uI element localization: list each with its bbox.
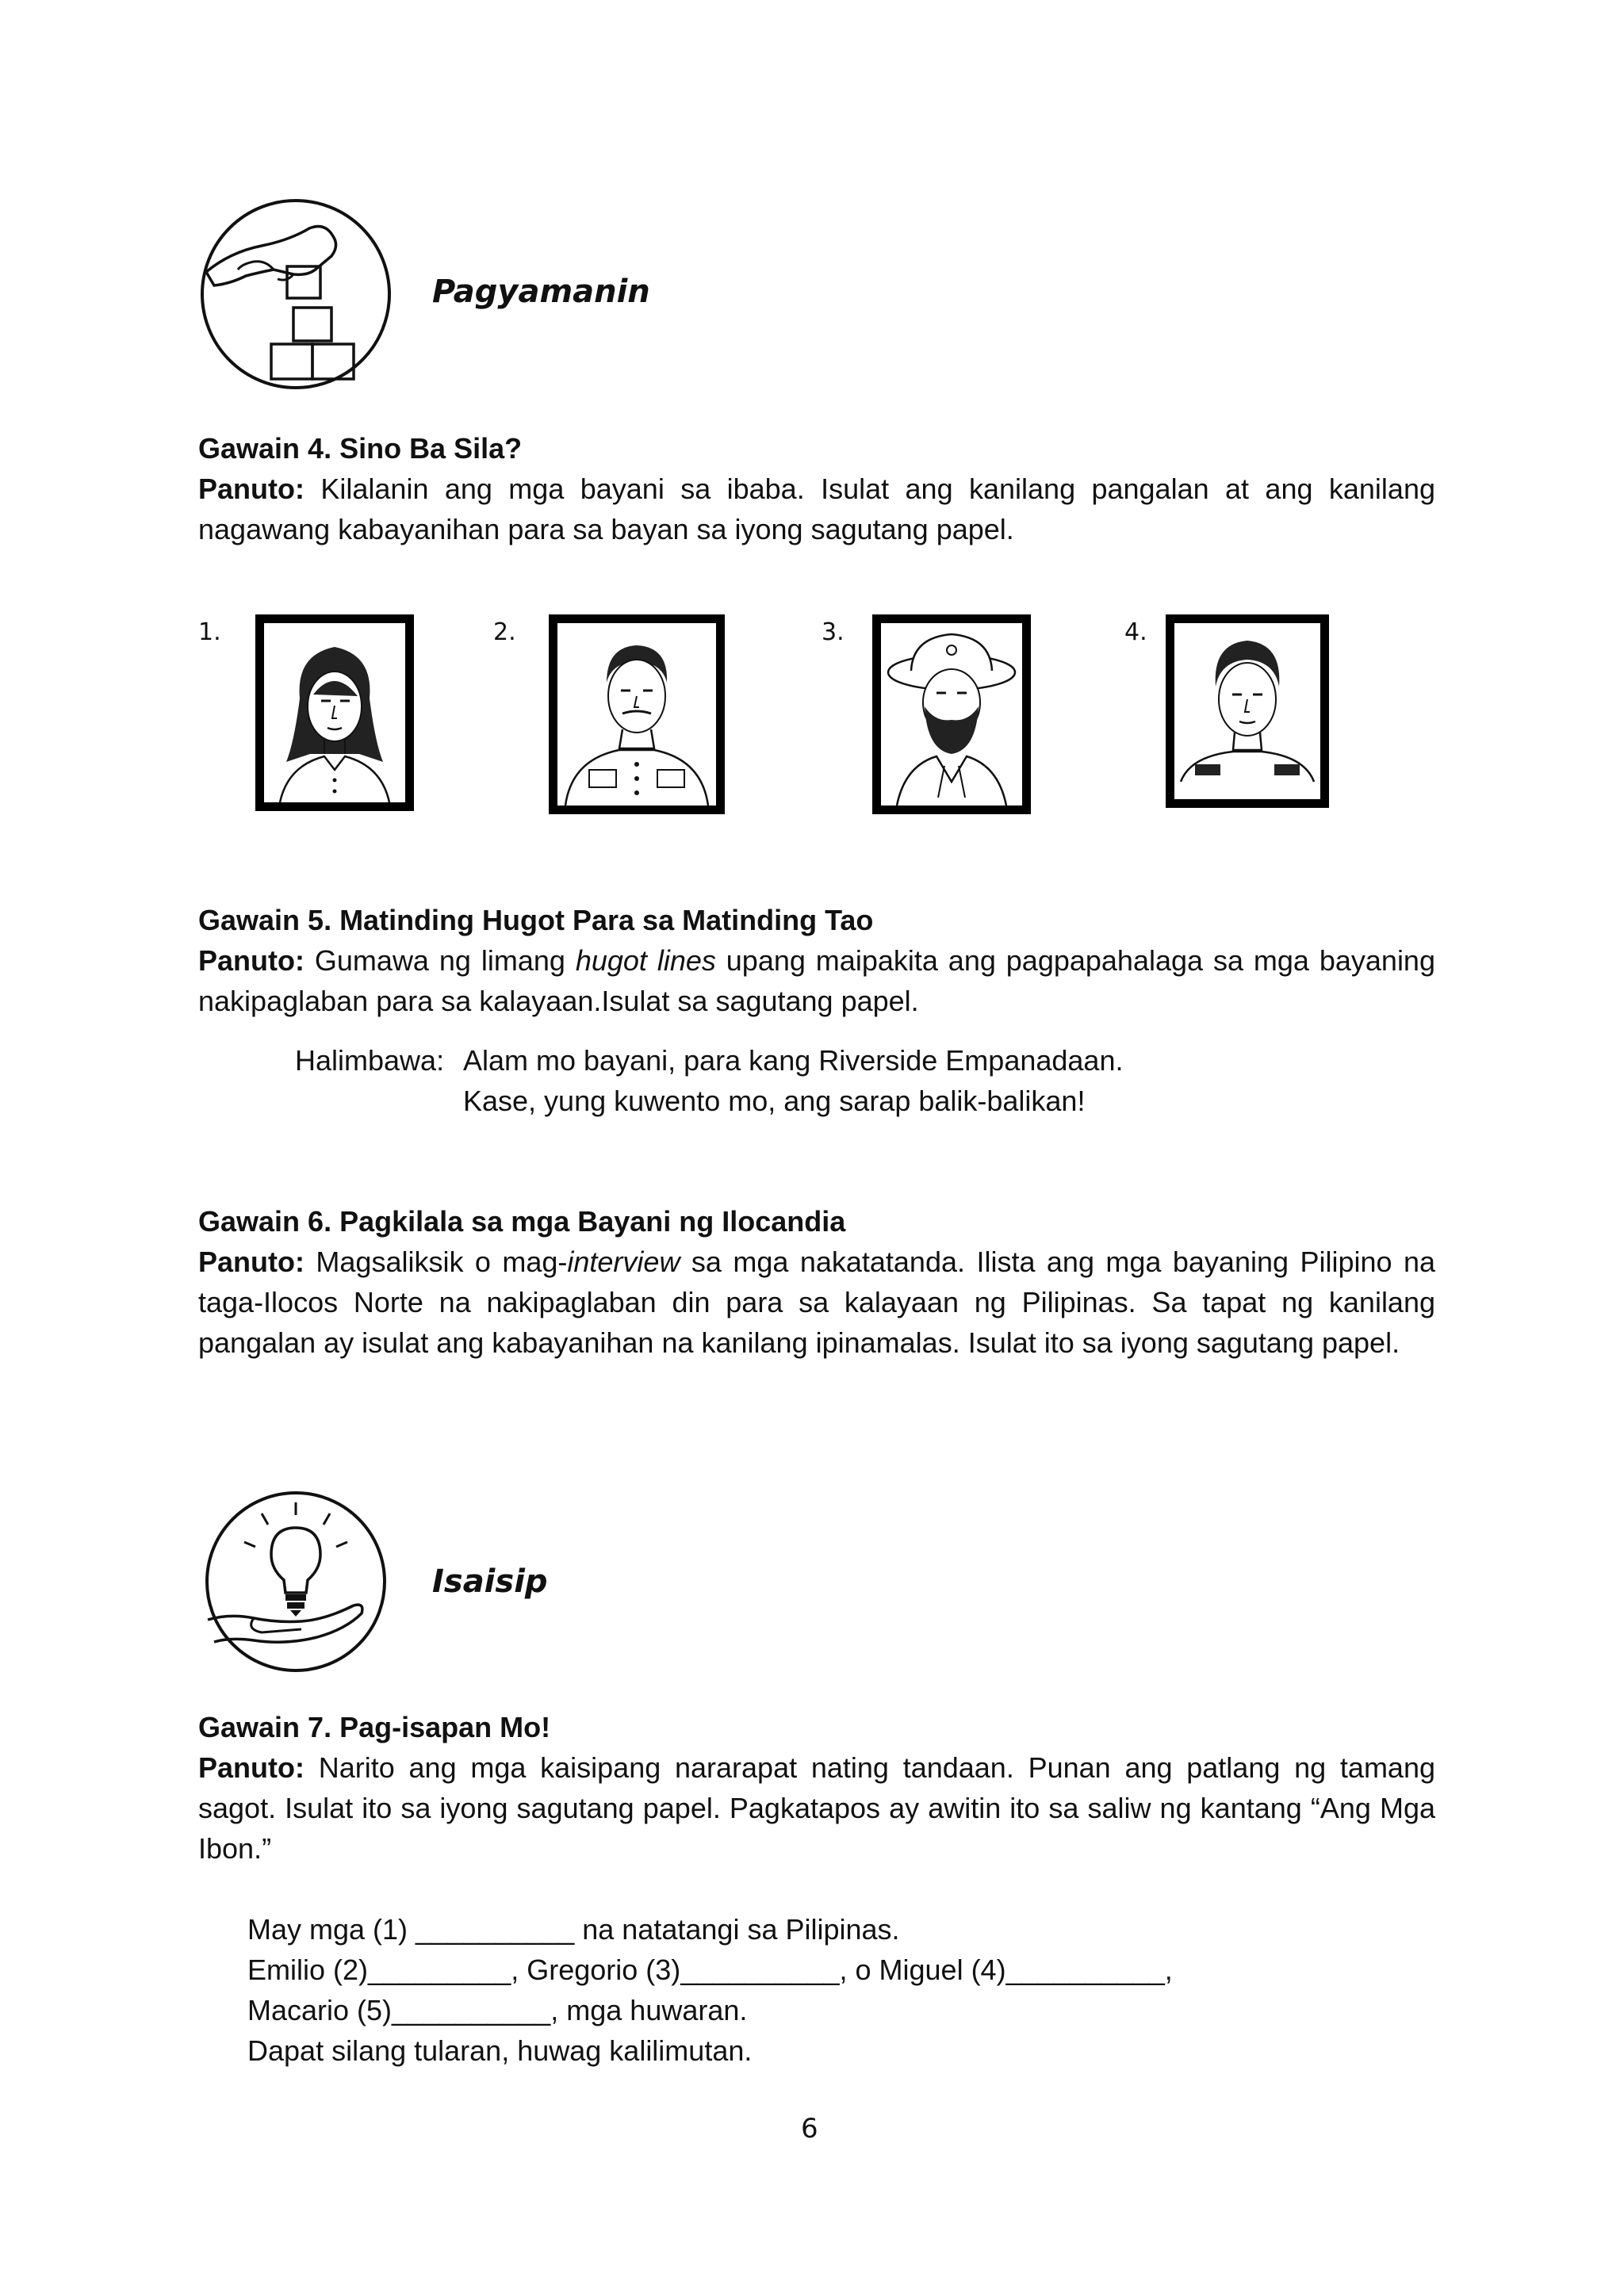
bearded-man-with-hat-portrait-icon bbox=[881, 623, 1022, 806]
gawain5-heading: Gawain 5. Matinding Hugot Para sa Matinding Tao bbox=[198, 904, 874, 936]
portrait-frame-2 bbox=[549, 614, 725, 814]
gawain5-instructions bbox=[198, 940, 1435, 1021]
gawain4-panuto-label: Panuto: bbox=[198, 473, 304, 505]
gawain7-heading: Gawain 7. Pag-isapan Mo! bbox=[198, 1711, 551, 1743]
gawain7-instructions bbox=[198, 1747, 1435, 1869]
gawain7-panuto-text: Narito ang mga kaisipang nararapat nating tandaan. Punan ang patlang ng tamang sagot. Isulat ito sa iyong sagutang papel. Pagkatapos ay awitin ito sa saliw ng kantang “Ang Mga Ibon.” bbox=[198, 1751, 1435, 1865]
gawain4-panuto-text: Kilalanin ang mga bayani sa ibaba. Isulat ang kanilang pangalan at ang kanilang nagawang kabayanihan para sa bayan sa iyong sagutang papel. bbox=[198, 473, 1435, 545]
portrait-frame-4 bbox=[1166, 614, 1329, 808]
gawain6-panuto-before: Magsaliksik o mag- bbox=[304, 1246, 568, 1278]
gawain6-instructions bbox=[198, 1242, 1435, 1363]
gawain5-panuto-before: Gumawa ng limang bbox=[304, 944, 576, 977]
song-line-1: May mga (1) __________ na natatangi sa Pilipinas. bbox=[247, 1913, 900, 1946]
portrait-number-1: 1. bbox=[198, 618, 221, 646]
gawain7-panuto-label: Panuto: bbox=[198, 1751, 304, 1784]
gawain5-panuto-italic: hugot lines bbox=[575, 944, 716, 977]
page-number: 6 bbox=[801, 2113, 818, 2145]
portrait-number-3: 3. bbox=[822, 618, 845, 646]
gawain6-heading: Gawain 6. Pagkilala sa mga Bayani ng Ilocandia bbox=[198, 1205, 846, 1238]
gawain4-block bbox=[198, 428, 1435, 549]
song-line-3: Macario (5)__________, mga huwaran. bbox=[247, 1994, 748, 2026]
gawain6-panuto-after: sa mga nakatatanda. Ilista ang mga bayaning Pilipino na taga-Ilocos Norte na nakipaglaban din para sa kalayaan ng Pilipinas. Sa tapat ng kanilang pangalan ay isulat ang kabayanihan na kanilang ipinamalas. Isulat ito sa iyong sagutang papel. bbox=[198, 1246, 1435, 1359]
gawain5-panuto-after: upang maipakita ang pagpapahalaga sa mga bayaning nakipaglaban para sa kalayaan.Isulat sa sagutang papel. bbox=[198, 944, 1435, 1017]
gawain5-example-line1: Alam mo bayani, para kang Riverside Empanadaan. bbox=[463, 1044, 1124, 1077]
gawain5-block bbox=[198, 900, 1435, 1021]
gawain5-panuto-label: Panuto: bbox=[198, 944, 304, 977]
gawain4-instructions bbox=[198, 469, 1435, 549]
uniformed-man-portrait-icon bbox=[557, 623, 716, 806]
lightbulb-in-hand-icon bbox=[198, 1487, 393, 1677]
song-line-2: Emilio (2)_________, Gregorio (3)__________, o Miguel (4)__________, bbox=[247, 1954, 1173, 1986]
gawain5-example-label: Halimbawa: bbox=[295, 1044, 445, 1077]
young-man-portrait-icon bbox=[1174, 623, 1320, 799]
portrait-number-4: 4. bbox=[1124, 618, 1147, 646]
isaisip-icon bbox=[198, 1487, 393, 1681]
song-line-4: Dapat silang tularan, huwag kalilimutan. bbox=[247, 2034, 753, 2067]
gawain7-block bbox=[198, 1707, 1435, 1869]
hand-stacking-blocks-icon bbox=[198, 197, 393, 392]
woman-portrait-icon bbox=[264, 623, 405, 802]
gawain6-block bbox=[198, 1201, 1435, 1363]
isaisip-title: Isaisip bbox=[432, 1563, 548, 1600]
gawain4-heading: Gawain 4. Sino Ba Sila? bbox=[198, 432, 523, 465]
portrait-frame-3 bbox=[872, 614, 1031, 814]
gawain6-panuto-label: Panuto: bbox=[198, 1246, 304, 1278]
pagyamanin-icon bbox=[198, 197, 393, 392]
gawain5-example-line2: Kase, yung kuwento mo, ang sarap balik-balikan! bbox=[463, 1085, 1086, 1117]
gawain6-panuto-italic: interview bbox=[567, 1246, 680, 1278]
pagyamanin-title: Pagyamanin bbox=[432, 274, 650, 310]
portrait-number-2: 2. bbox=[493, 618, 516, 646]
portrait-frame-1 bbox=[255, 614, 414, 811]
